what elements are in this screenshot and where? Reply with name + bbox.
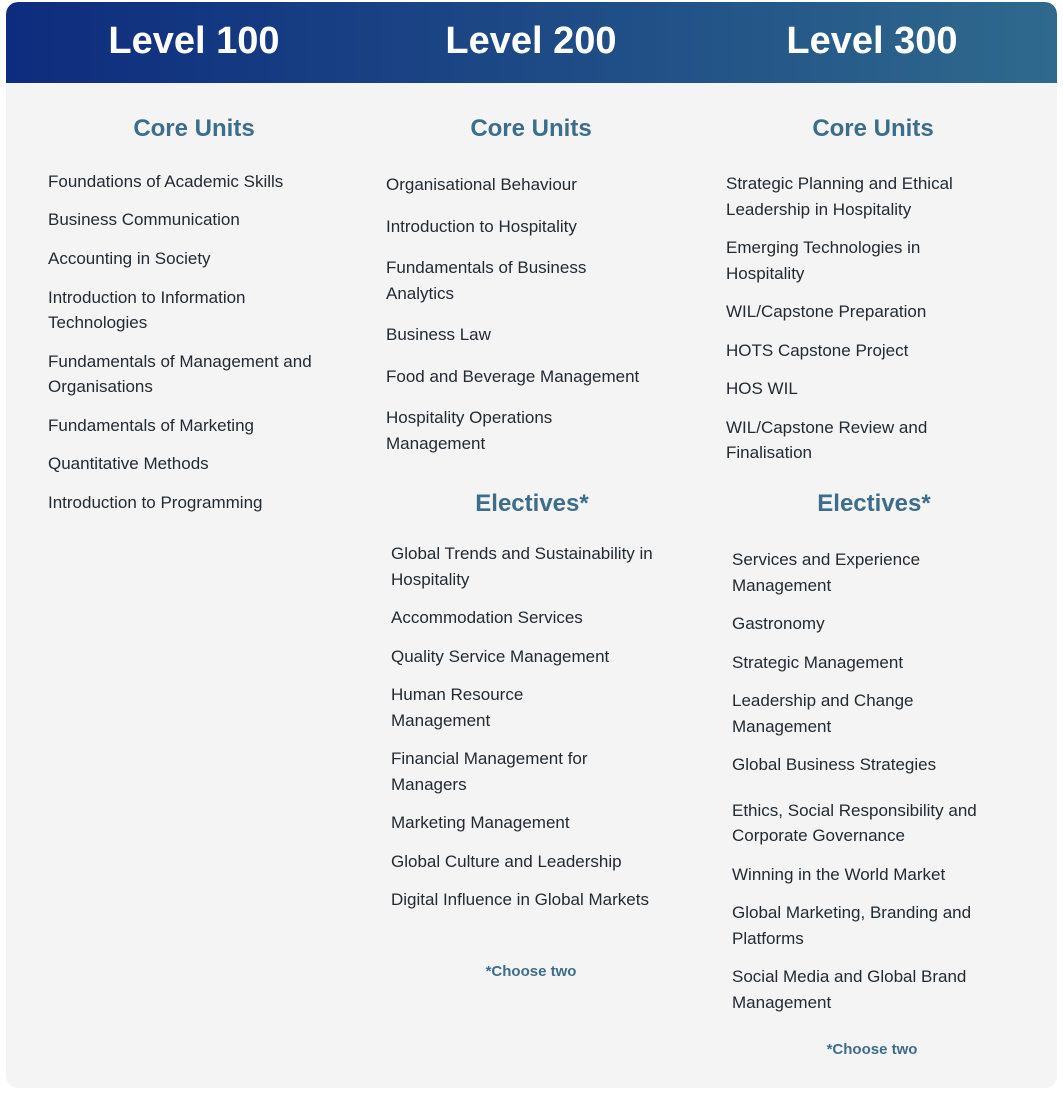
list-item: Business Communication xyxy=(48,209,240,229)
level-300-core-list xyxy=(726,171,1026,466)
list-item: Introduction to Programming xyxy=(48,492,263,512)
level-200-electives-title: Electives* xyxy=(475,490,589,517)
list-item: Global Marketing, Branding and Platforms xyxy=(732,903,972,948)
list-item: Introduction to Hospitality xyxy=(386,216,577,236)
list-item: Marketing Management xyxy=(391,813,570,832)
level-300-choose-note: *Choose two xyxy=(826,1041,918,1058)
list-item: Introduction to Information Technologies xyxy=(48,287,246,332)
list-item: Social Media and Global Brand Management xyxy=(732,967,967,1012)
list-item: Digital Influence in Global Markets xyxy=(391,890,649,909)
list-item: Leadership and Change Management xyxy=(732,691,914,736)
list-item: Foundations of Academic Skills xyxy=(48,172,284,191)
level-200-core-title: Core Units xyxy=(470,115,592,142)
level-300-title: Level 300 xyxy=(786,20,958,62)
list-item: Organisational Behaviour xyxy=(386,175,577,194)
list-item: Food and Beverage Management xyxy=(386,366,640,386)
level-300-electives-list xyxy=(732,547,1032,1015)
levels-header xyxy=(6,2,1057,83)
list-item: Services and Experience Management xyxy=(732,550,921,595)
list-item: WIL/Capstone Preparation xyxy=(726,302,927,321)
list-item: Emerging Technologies in Hospitality xyxy=(726,238,921,283)
list-item: Ethics, Social Responsibility and Corporate Governance xyxy=(732,800,977,845)
level-200-choose-note: *Choose two xyxy=(485,963,577,980)
list-item: WIL/Capstone Review and Finalisation xyxy=(726,417,928,462)
list-item: Strategic Management xyxy=(732,652,904,672)
list-item: Global Culture and Leadership xyxy=(391,851,622,871)
level-300-core-title: Core Units xyxy=(812,115,934,142)
course-structure-card xyxy=(6,2,1057,1088)
level-100-title: Level 100 xyxy=(108,20,280,62)
list-item: Strategic Planning and Ethical Leadership in Hospitality xyxy=(726,174,953,219)
list-item: Gastronomy xyxy=(732,614,825,633)
level-200-core-list xyxy=(386,172,701,456)
level-100-core-title: Core Units xyxy=(133,115,255,142)
list-item: Global Business Strategies xyxy=(732,755,937,774)
level-100-core-list xyxy=(48,169,343,515)
level-200-title: Level 200 xyxy=(445,20,617,62)
list-item: HOS WIL xyxy=(726,379,798,398)
list-item: Global Trends and Sustainability in Hospitality xyxy=(391,544,653,589)
list-item: Business Law xyxy=(386,325,491,344)
list-item: Hospitality Operations Management xyxy=(386,408,553,453)
list-item: Quantitative Methods xyxy=(48,454,209,473)
list-item: Accommodation Services xyxy=(391,608,583,627)
list-item: HOTS Capstone Project xyxy=(726,340,909,360)
list-item: Fundamentals of Marketing xyxy=(48,415,254,435)
list-item: Winning in the World Market xyxy=(732,864,946,884)
list-item: Financial Management for Managers xyxy=(391,749,588,794)
list-item: Human Resource Management xyxy=(391,685,524,730)
list-item: Accounting in Society xyxy=(48,249,211,268)
list-item: Fundamentals of Business Analytics xyxy=(386,258,587,303)
list-item: Fundamentals of Management and Organisations xyxy=(48,351,312,396)
level-200-electives-list xyxy=(391,541,681,913)
list-item: Quality Service Management xyxy=(391,646,610,666)
level-300-electives-title: Electives* xyxy=(817,490,931,517)
